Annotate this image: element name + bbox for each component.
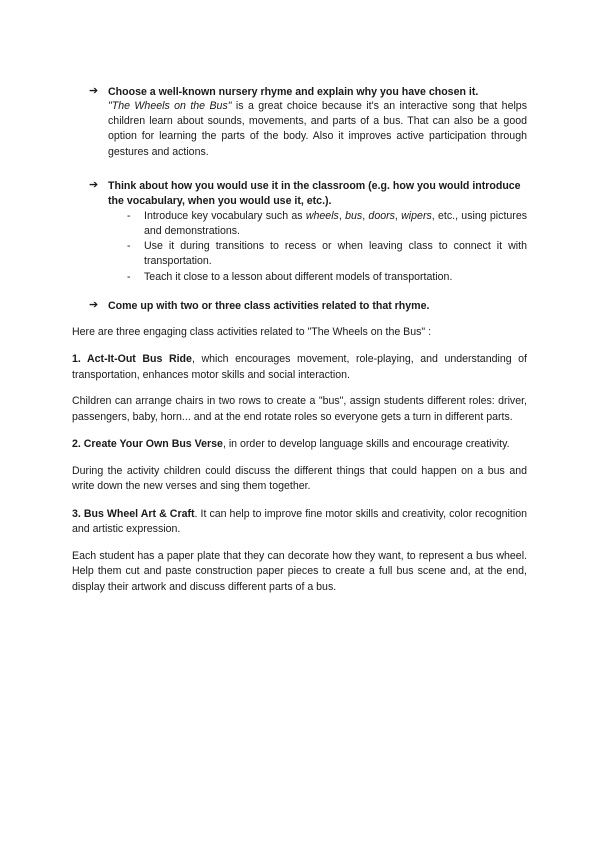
list-item bbox=[72, 209, 527, 239]
bullet-dash: - bbox=[127, 209, 131, 222]
rhyme-title: "The Wheels on the Bus" bbox=[108, 100, 232, 112]
question-1-answer bbox=[108, 99, 527, 160]
vocab-word: wipers bbox=[401, 209, 432, 222]
question-1-heading: Choose a well-known nursery rhyme and explain why you have chosen it. bbox=[108, 86, 479, 98]
bullet-text: , etc., using pictures and demonstrations. bbox=[144, 209, 528, 238]
list-item bbox=[72, 239, 527, 269]
activity-2-detail: During the activity children could discuss the different things that could happen on a bus and write down the new verses and sing them together. bbox=[72, 464, 527, 493]
bullet-dash: - bbox=[127, 240, 131, 253]
activity-3 bbox=[72, 507, 527, 538]
arrow-right-icon: ➔ bbox=[89, 298, 99, 311]
bullet-text: Use it during transitions to recess or when leaving class to connect it with transportation. bbox=[144, 240, 527, 268]
question-3 bbox=[72, 299, 527, 313]
activity-1-detail: Children can arrange chairs in two rows to create a "bus", assign students different roles: driver, passengers, baby, horn... and at the end rotate roles so everyone gets a turn in different parts. bbox=[72, 395, 527, 423]
activity-1-title: 1. Act-It-Out Bus Ride bbox=[72, 353, 192, 366]
separator: , bbox=[338, 209, 346, 222]
question-2-heading: Think about how you would use it in the classroom (e.g. how you would introduce the vocabulary, when you would use it, etc.). bbox=[108, 179, 521, 207]
arrow-right-icon: ➔ bbox=[89, 178, 99, 191]
activity-1 bbox=[72, 352, 527, 383]
bullet-text: Introduce key vocabulary such as bbox=[144, 209, 306, 222]
vocab-word: doors bbox=[368, 209, 395, 222]
activity-3-desc: . It can help to improve fine motor skills and creativity, color recognition and artistic expression. bbox=[72, 507, 527, 536]
question-3-heading: Come up with two or three class activities related to that rhyme. bbox=[108, 299, 430, 312]
document-page bbox=[72, 85, 527, 595]
list-item bbox=[72, 270, 527, 285]
separator: , bbox=[394, 209, 402, 222]
question-1 bbox=[72, 85, 527, 160]
activity-1-desc: , which encourages movement, role-playing, and understanding of transportation, enhances motor skills and social interaction. bbox=[72, 353, 528, 381]
activity-3-detail: Each student has a paper plate that they can decorate how they want, to represent a bus wheel. Help them cut and paste construction paper pieces to create a full bus scene and, at the end, display their artwork and discuss different parts of a bus. bbox=[72, 549, 527, 593]
activity-3-title: 3. Bus Wheel Art & Craft bbox=[72, 507, 195, 520]
activity-2-desc: , in order to develop language skills and encourage creativity. bbox=[222, 438, 510, 451]
vocab-word: wheels bbox=[305, 209, 339, 222]
intro-paragraph: Here are three engaging class activities related to "The Wheels on the Bus" : bbox=[72, 325, 432, 338]
activity-2-title: 2. Create Your Own Bus Verse bbox=[72, 438, 223, 451]
question-1-answer-text: is a great choice because it's an interactive song that helps children learn about sounds, movements, and parts of a bus. That can also be a good option for learning the parts of the body. Also it improves active participation through gestures and actions. bbox=[108, 100, 527, 158]
bullet-dash: - bbox=[127, 270, 131, 283]
activity-2 bbox=[72, 437, 527, 453]
vocab-word: bus bbox=[345, 209, 363, 222]
question-2 bbox=[72, 179, 527, 209]
arrow-right-icon: ➔ bbox=[89, 85, 99, 97]
separator: , bbox=[362, 209, 369, 222]
bullet-text: Teach it close to a lesson about different models of transportation. bbox=[144, 270, 453, 283]
